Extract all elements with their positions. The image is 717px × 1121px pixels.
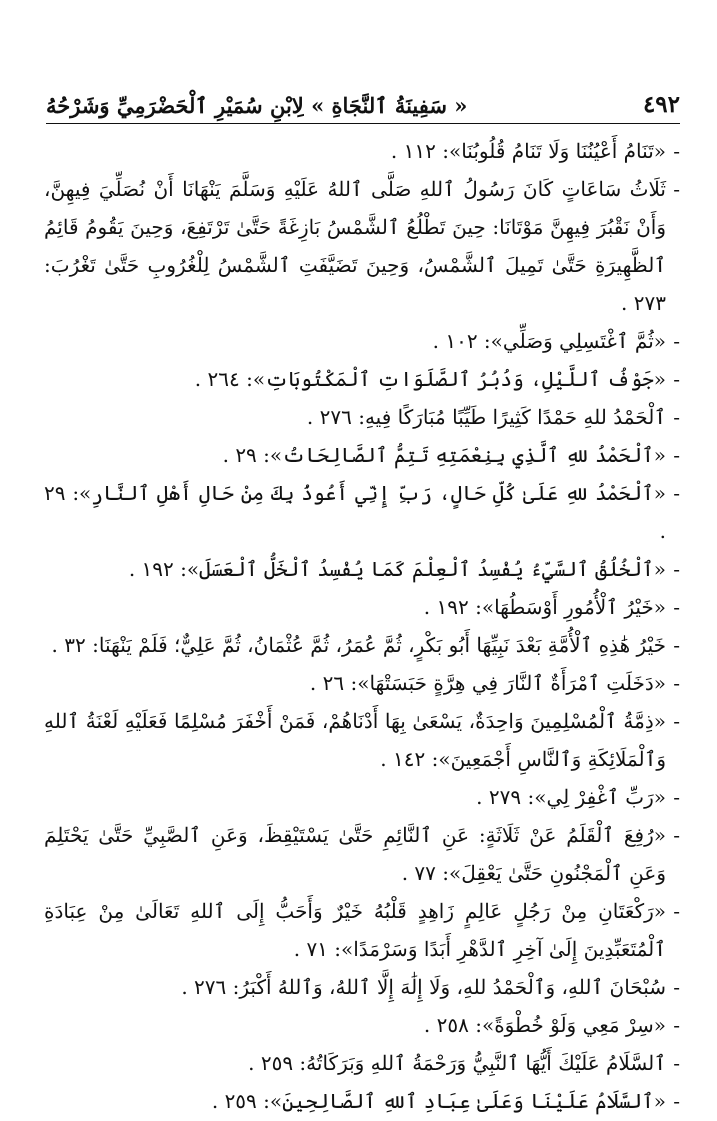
index-entry [44,360,680,398]
entry-dash: - [673,557,680,581]
index-entry [44,1006,680,1044]
entry-text: ٱلْحَمْدُ للهِ حَمْدًا كَثِيرًا طَيِّبًا مُبَارَكًا فِيهِ: ٢٧٦ . [306,405,666,429]
index-entry [44,588,680,626]
index-entry [44,132,680,170]
entry-text: «دَخَلَتِ ٱمْرَأَةٌ ٱلنَّارَ فِي هِرَّةٍ حَبَسَتْهَا»: ٢٦ . [309,671,666,695]
entry-dash: - [673,443,680,467]
entry-dash: - [673,785,680,809]
running-title: « سَفِينَةُ ٱلنَّجَاةِ » لِابْنِ سُمَيْرِ ٱلْحَضْرَمِيِّ وَشَرْحُهُ [46,93,468,118]
entry-text: سُبْحَانَ ٱللهِ، وَٱلْحَمْدُ للهِ، وَلَا إِلَٰهَ إِلَّا ٱللهُ، وَٱللهُ أَكْبَرُ: ٢٧٦ . [181,975,666,999]
index-entry [44,170,680,322]
entry-dash: - [673,633,680,657]
hadith-index-list [44,132,680,1120]
entry-text: «تَنَامُ أَعْيُنُنَا وَلَا تَنَامُ قُلُوبُنَا»: ١١٢ . [390,139,666,163]
entry-dash: - [673,405,680,429]
entry-dash: - [673,975,680,999]
entry-dash: - [673,481,680,505]
index-entry [44,816,680,892]
entry-dash: - [673,899,680,923]
index-entry [44,664,680,702]
header-rule [46,123,680,124]
entry-text: «رَكْعَتَانِ مِنْ رَجُلٍ عَالِمٍ زَاهِدٍ قَلْبُهُ خَيْرٌ وَأَحَبُّ إِلَى ٱللهِ تَعَالَىٰ مِنْ عِبَادَةِ ٱلْمُتَعَبِّدِينَ إِلَىٰ آخِرِ ٱلدَّهْرِ أَبَدًا وَسَرْمَدًا»: ٧١ . [44,899,666,961]
entry-dash: - [673,177,680,201]
entry-text: خَيْرُ هَٰذِهِ ٱلْأُمَّةِ بَعْدَ نَبِيِّهَا أَبُو بَكْرٍ، ثُمَّ عُمَرُ، ثُمَّ عُثْمَانُ، ثُمَّ عَلِيٌّ؛ فَلَمْ يَنْهَنَا: ٣٢ . [51,633,666,657]
index-entry [44,702,680,778]
index-entry [44,1044,680,1082]
page-number: ٤٩٢ [642,91,680,118]
entry-text: «ثُمَّ ٱغْتَسِلِي وَصَلِّي»: ١٠٢ . [432,329,666,353]
index-entry [44,322,680,360]
page-header [46,82,680,118]
entry-text: «ذِمَّةُ ٱلْمُسْلِمِينَ وَاحِدَةٌ، يَسْعَىٰ بِهَا أَدْنَاهُمْ، فَمَنْ أَخْفَرَ مُسْلِمًا فَعَلَيْهِ لَعْنَةُ ٱللهِ وَٱلْمَلَائِكَةِ وَٱلنَّاسِ أَجْمَعِينَ»: ١٤٢ . [44,709,666,771]
entry-text: «رُفِعَ ٱلْقَلَمُ عَنْ ثَلَاثَةٍ: عَنِ ٱلنَّائِمِ حَتَّىٰ يَسْتَيْقِظَ، وَعَنِ ٱلصَّبِيِّ حَتَّىٰ يَحْتَلِمَ وَعَنِ ٱلْمَجْنُونِ حَتَّىٰ يَعْقِلَ»: ٧٧ . [44,823,666,885]
entry-dash: - [673,1089,680,1113]
entry-text: «ٱلسَّلَامُ عَلَيْنَا وَعَلَىٰ عِبَادِ ٱللهِ ٱلصَّالِحِينَ»: ٢٥٩ . [211,1089,666,1113]
entry-dash: - [673,671,680,695]
entry-dash: - [673,595,680,619]
index-entry [44,778,680,816]
index-entry [44,1082,680,1120]
entry-dash: - [673,329,680,353]
entry-dash: - [673,139,680,163]
index-entry [44,892,680,968]
index-entry [44,968,680,1006]
entry-text: «خَيْرُ ٱلْأُمُورِ أَوْسَطُهَا»: ١٩٢ . [423,595,666,619]
entry-text: «سِرْ مَعِي وَلَوْ خُطْوَةً»: ٢٥٨ . [423,1013,666,1037]
index-entry [44,436,680,474]
entry-dash: - [673,823,680,847]
entry-text: ثَلَاثُ سَاعَاتٍ كَانَ رَسُولُ ٱللهِ صَلَّى ٱللهُ عَلَيْهِ وَسَلَّمَ يَنْهَانَا أَنْ نُصَلِّيَ فِيهِنَّ، وَأَنْ نَقْبُرَ فِيهِنَّ مَوْتَانَا: حِينَ تَطْلُعُ ٱلشَّمْسُ بَازِغَةً حَتَّىٰ تَرْتَفِعَ، وَحِينَ يَقُومُ قَائِمُ ٱلظَّهِيرَةِ حَتَّىٰ تَمِيلَ ٱلشَّمْسُ، وَحِينَ تَضَيَّفَتِ ٱلشَّمْسُ لِلْغُرُوبِ حَتَّىٰ تَغْرُبَ: ٢٧٣ . [44,177,667,315]
entry-text: «ٱلْحَمْدُ للهِ ٱلَّذِي بِنِعْمَتِهِ تَتِمُّ ٱلصَّالِحَاتُ»: ٢٩ . [222,443,666,467]
index-entry [44,550,680,588]
entry-text: «رَبِّ ٱغْفِرْ لِي»: ٢٧٩ . [476,785,666,809]
index-entry [44,398,680,436]
entry-text: ٱلسَّلَامُ عَلَيْكَ أَيُّهَا ٱلنَّبِيُّ وَرَحْمَةُ ٱللهِ وَبَرَكَاتُهُ: ٢٥٩ . [248,1051,666,1075]
entry-text: «ٱلْحَمْدُ للهِ عَلَىٰ كُلِّ حَالٍ، رَبِّ إِنِّي أَعُوذُ بِكَ مِنْ حَالِ أَهْلِ ٱلنَّارِ»: ٢٩ . [44,481,666,543]
entry-text: «جَوْفُ ٱللَّيْلِ، وَدُبُرُ ٱلصَّلَوَاتِ ٱلْمَكْتُوبَاتِ»: ٢٦٤ . [194,367,666,391]
entry-dash: - [673,709,680,733]
index-entry [44,626,680,664]
entry-text: «ٱلْخُلُقُ ٱلسَّيِّءُ يُفْسِدُ ٱلْعِلْمَ كَمَا يُفْسِدُ ٱلْخَلُّ ٱلْعَسَلَ»: ١٩٢ . [128,557,666,581]
entry-dash: - [673,1013,680,1037]
entry-dash: - [673,1051,680,1075]
index-entry [44,474,680,550]
entry-dash: - [673,367,680,391]
